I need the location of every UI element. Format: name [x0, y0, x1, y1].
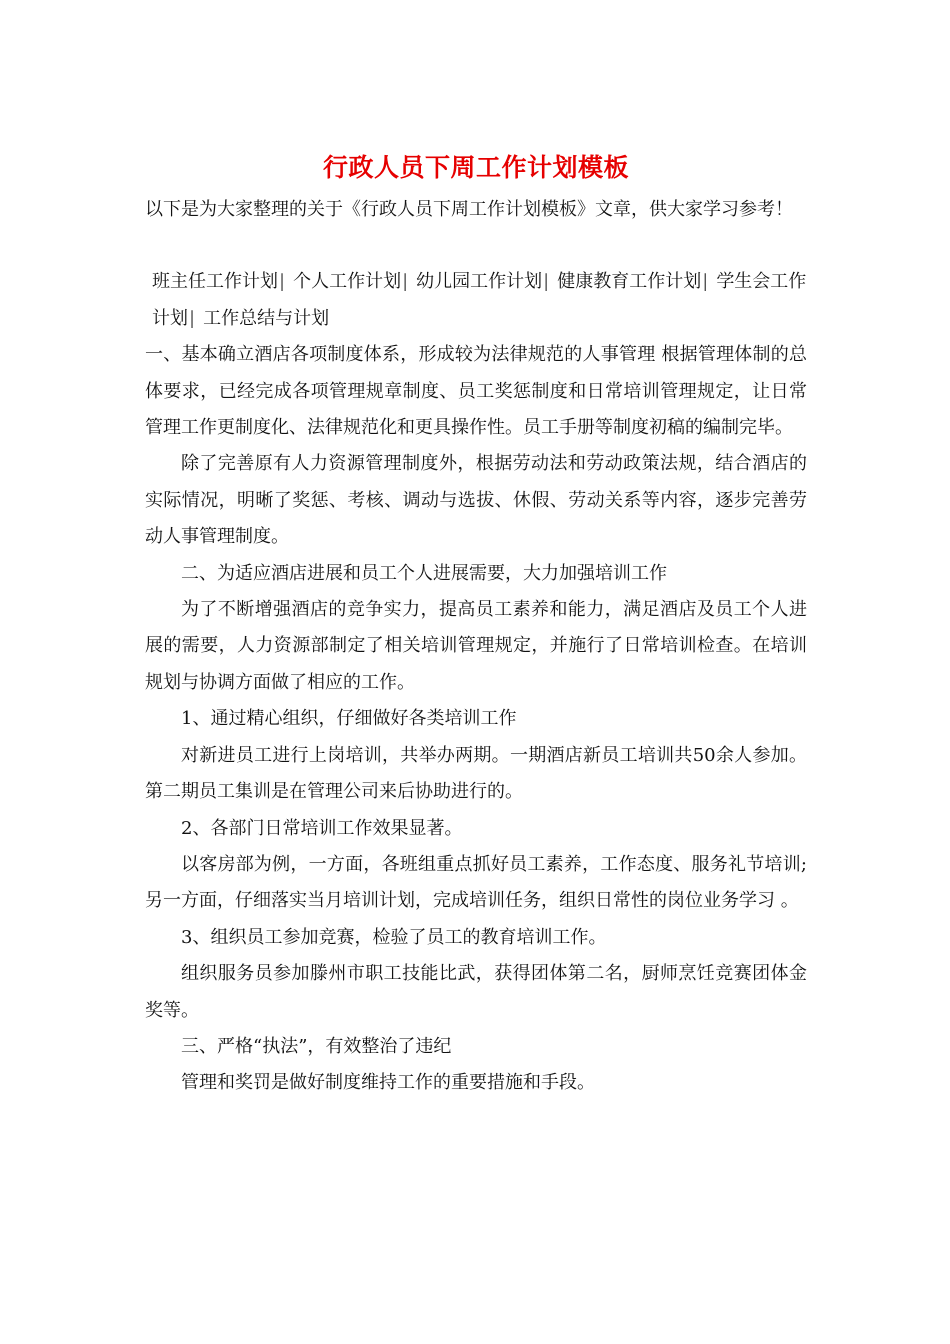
body-paragraph-3: 为了不断增强酒店的竞争实力，提高员工素养和能力，满足酒店及员工个人进展的需要，人力资源部制定了相关培训管理规定，并施行了日常培训检查。在培训规划与协调方面做了相应的工作。 — [145, 599, 807, 693]
body-paragraph-7: 管理和奖罚是做好制度维持工作的重要措施和手段。 — [181, 1072, 595, 1094]
link-separator: | — [543, 271, 550, 293]
section-heading-3: 三、严格“执法”，有效整治了违纪 — [181, 1035, 452, 1057]
body-paragraph-6: 组织服务员参加滕州市职工技能比武，获得团体第二名，厨师烹饪竞赛团体金奖等。 — [145, 963, 807, 1021]
link-kindergarten-plan[interactable]: 幼儿园工作计划 — [416, 271, 543, 293]
body-paragraph-4: 对新进员工进行上岗培训，共举办两期。一期酒店新员工培训共50余人参加。第二期员工集训是在管理公司来后协助进行的。 — [145, 744, 807, 803]
link-separator: | — [702, 271, 709, 293]
link-health-education-plan[interactable]: 健康教育工作计划 — [557, 271, 702, 293]
subheading-2: 2、各部门日常培训工作效果显著。 — [181, 817, 463, 839]
body-paragraph-5: 以客房部为例，一方面，各班组重点抓好员工素养，工作态度、服务礼节培训;另一方面，仔细落实当月培训计划，完成培训任务，组织日常性的岗位业务学习 。 — [145, 853, 807, 912]
related-links — [145, 264, 807, 337]
link-summary-and-plan[interactable]: 工作总结与计划 — [203, 307, 330, 329]
body-paragraph-2: 除了完善原有人力资源管理制度外，根据劳动法和劳动政策法规，结合酒店的实际情况，明晰了奖惩、考核、调动与选拔、休假、劳动关系等内容，逐步完善劳动人事管理制度。 — [145, 453, 807, 548]
link-class-teacher-plan[interactable]: 班主任工作计划 — [152, 271, 278, 293]
document-title: 行政人员下周工作计划模板 — [322, 153, 629, 182]
intro-paragraph: 以下是为大家整理的关于《行政人员下周工作计划模板》文章，供大家学习参考！ — [145, 199, 793, 220]
subheading-1: 1、通过精心组织，仔细做好各类培训工作 — [181, 708, 517, 730]
link-separator: | — [189, 307, 196, 329]
body-paragraph-1: 一、基本确立酒店各项制度体系，形成较为法律规范的人事管理 根据管理体制的总体要求，已经完成各项管理规章制度、员工奖惩制度和日常培训管理规定，让日常管理工作更制度化、法律规范化和更具操作性。员工手册等制度初稿的编制完毕。 — [145, 344, 807, 439]
section-heading-2: 二、为适应酒店进展和员工个人进展需要，大力加强培训工作 — [181, 562, 667, 584]
link-personal-plan[interactable]: 个人工作计划 — [293, 271, 402, 293]
link-separator: | — [279, 271, 286, 293]
subheading-3: 3、组织员工参加竞赛，检验了员工的教育培训工作。 — [181, 926, 607, 948]
document-page — [145, 150, 807, 1102]
link-student-union-plan[interactable]: 学生会工作计划 — [152, 271, 807, 329]
link-separator: | — [402, 271, 409, 293]
